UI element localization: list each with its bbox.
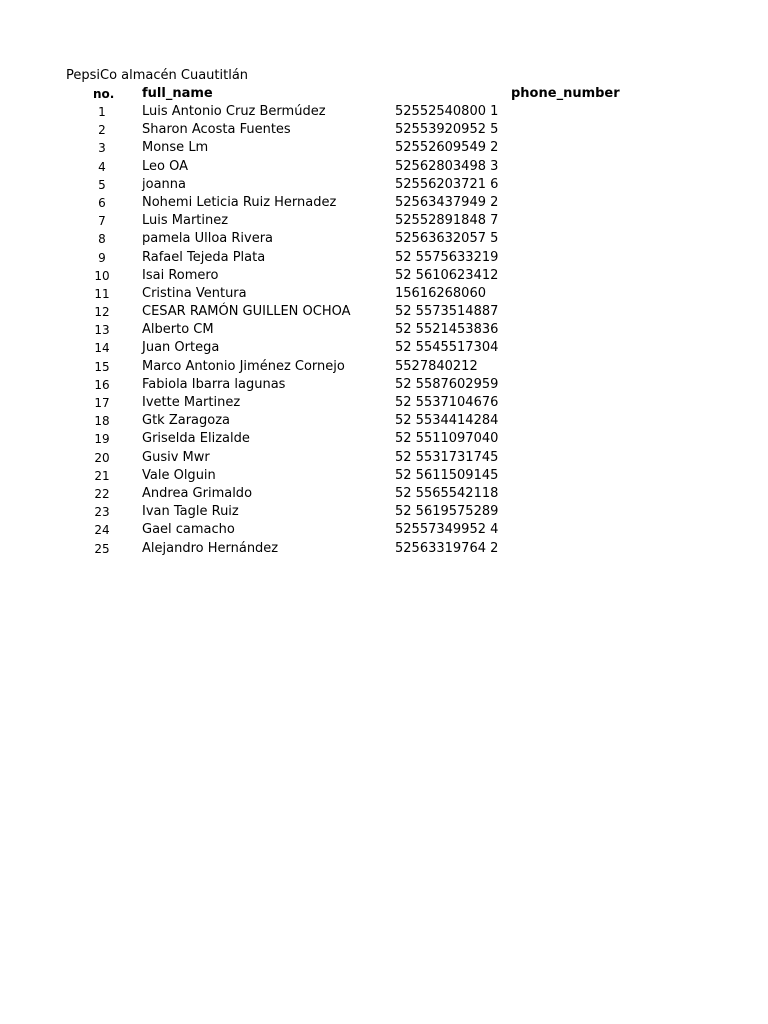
table-row bbox=[0, 267, 768, 285]
row-number: 22 bbox=[94, 486, 110, 501]
row-full-name: Sharon Acosta Fuentes bbox=[142, 122, 291, 138]
row-number: 2 bbox=[98, 123, 106, 138]
table-row bbox=[0, 285, 768, 303]
row-phone-number: 52563437949 2 bbox=[395, 194, 499, 210]
table-row bbox=[0, 467, 768, 485]
row-phone-number: 52 5610623412 bbox=[395, 267, 499, 283]
table-row bbox=[0, 176, 768, 194]
row-full-name: Marco Antonio Jiménez Cornejo bbox=[142, 358, 345, 374]
row-phone-number: 5527840212 bbox=[395, 358, 478, 374]
row-full-name: Luis Antonio Cruz Bermúdez bbox=[142, 104, 326, 119]
row-full-name: pamela Ulloa Rivera bbox=[142, 231, 274, 247]
row-phone-number: 52556203721 6 bbox=[395, 176, 499, 192]
row-phone-number: 52 5575633219 bbox=[395, 249, 499, 265]
table-row bbox=[0, 194, 768, 212]
table-row bbox=[0, 303, 768, 321]
table-row bbox=[0, 103, 768, 121]
table-row bbox=[0, 158, 768, 176]
row-number: 25 bbox=[94, 541, 110, 556]
row-full-name: Alberto CM bbox=[142, 322, 214, 338]
row-full-name: joanna bbox=[142, 176, 186, 192]
row-full-name: Ivette Martinez bbox=[142, 395, 241, 410]
row-number: 1 bbox=[98, 105, 106, 119]
row-phone-number: 52 5545517304 bbox=[395, 340, 499, 356]
table-row bbox=[0, 430, 768, 448]
table-body bbox=[0, 103, 768, 558]
row-phone-number: 52 5619575289 bbox=[395, 504, 499, 520]
row-full-name: Vale Olguin bbox=[142, 467, 216, 483]
row-phone-number: 52 5587602959 bbox=[395, 376, 499, 392]
table-row bbox=[0, 394, 768, 412]
row-number: 11 bbox=[94, 286, 110, 301]
table-row bbox=[0, 339, 768, 357]
column-header-no: no. bbox=[93, 87, 115, 101]
row-number: 20 bbox=[94, 450, 110, 465]
row-number: 24 bbox=[94, 523, 110, 538]
row-full-name: Gusiv Mwr bbox=[142, 449, 210, 465]
row-full-name: Isai Romero bbox=[142, 267, 219, 283]
table-row bbox=[0, 230, 768, 248]
row-number: 17 bbox=[94, 396, 110, 410]
row-number: 7 bbox=[98, 214, 106, 229]
table-row bbox=[0, 521, 768, 539]
row-full-name: Rafael Tejeda Plata bbox=[142, 249, 266, 265]
row-full-name: Luis Martinez bbox=[142, 213, 229, 229]
row-number: 18 bbox=[94, 414, 110, 429]
row-full-name: Cristina Ventura bbox=[142, 285, 247, 301]
table-row bbox=[0, 249, 768, 267]
row-phone-number: 52 5611509145 bbox=[395, 467, 499, 483]
table-row bbox=[0, 212, 768, 230]
row-full-name: Alejandro Hernández bbox=[142, 540, 279, 556]
column-header-full-name: full_name bbox=[142, 86, 213, 101]
row-phone-number: 52 5521453836 bbox=[395, 322, 499, 338]
row-phone-number: 15616268060 bbox=[395, 285, 486, 301]
row-number: 8 bbox=[98, 232, 106, 247]
row-phone-number: 52 5573514887 bbox=[395, 304, 499, 320]
row-number: 16 bbox=[94, 377, 110, 392]
row-number: 15 bbox=[94, 359, 110, 374]
row-phone-number: 52552609549 2 bbox=[395, 140, 499, 156]
row-full-name: CESAR RAMÓN GUILLEN OCHOA bbox=[142, 304, 351, 320]
row-full-name: Ivan Tagle Ruiz bbox=[142, 504, 239, 520]
row-number: 10 bbox=[94, 268, 110, 283]
row-full-name: Fabiola Ibarra lagunas bbox=[142, 376, 286, 392]
row-full-name: Andrea Grimaldo bbox=[142, 485, 253, 501]
column-header-phone-number: phone_number bbox=[511, 86, 620, 101]
row-number: 6 bbox=[98, 195, 106, 210]
row-number: 21 bbox=[94, 468, 110, 483]
row-phone-number: 52 5534414284 bbox=[395, 413, 499, 429]
row-phone-number: 52553920952 5 bbox=[395, 122, 499, 138]
row-full-name: Juan Ortega bbox=[142, 340, 220, 356]
row-full-name: Monse Lm bbox=[142, 140, 209, 156]
document-title: PepsiCo almacén Cuautitlán bbox=[66, 68, 249, 83]
row-phone-number: 52557349952 4 bbox=[395, 522, 499, 538]
row-phone-number: 52562803498 3 bbox=[395, 158, 499, 174]
row-number: 14 bbox=[94, 341, 110, 356]
row-number: 23 bbox=[94, 505, 110, 520]
row-full-name: Leo OA bbox=[142, 158, 188, 174]
row-phone-number: 52 5531731745 bbox=[395, 449, 499, 465]
row-number: 12 bbox=[94, 305, 110, 320]
row-full-name: Gtk Zaragoza bbox=[142, 413, 231, 429]
row-full-name: Gael camacho bbox=[142, 522, 235, 538]
row-phone-number: 52563319764 2 bbox=[395, 540, 499, 556]
row-phone-number: 52 5511097040 bbox=[395, 431, 499, 447]
table-row bbox=[0, 540, 768, 558]
row-phone-number: 52563632057 5 bbox=[395, 231, 499, 247]
row-full-name: Griselda Elizalde bbox=[142, 431, 250, 447]
table-row bbox=[0, 449, 768, 467]
table-row bbox=[0, 139, 768, 157]
table-row bbox=[0, 485, 768, 503]
table-row bbox=[0, 503, 768, 521]
table-row bbox=[0, 412, 768, 430]
table-row bbox=[0, 121, 768, 139]
row-phone-number: 52552540800 1 bbox=[395, 104, 499, 119]
row-number: 13 bbox=[94, 323, 110, 338]
row-number: 9 bbox=[98, 250, 106, 265]
row-number: 19 bbox=[94, 432, 110, 447]
row-number: 4 bbox=[98, 159, 106, 174]
row-number: 5 bbox=[98, 177, 106, 192]
row-phone-number: 52 5565542118 bbox=[395, 485, 499, 501]
row-phone-number: 52552891848 7 bbox=[395, 213, 499, 229]
row-phone-number: 52 5537104676 bbox=[395, 395, 499, 410]
table-header bbox=[0, 85, 768, 103]
row-number: 3 bbox=[98, 141, 106, 156]
table-row bbox=[0, 376, 768, 394]
row-full-name: Nohemi Leticia Ruiz Hernadez bbox=[142, 194, 337, 210]
table-row bbox=[0, 321, 768, 339]
table-row bbox=[0, 358, 768, 376]
